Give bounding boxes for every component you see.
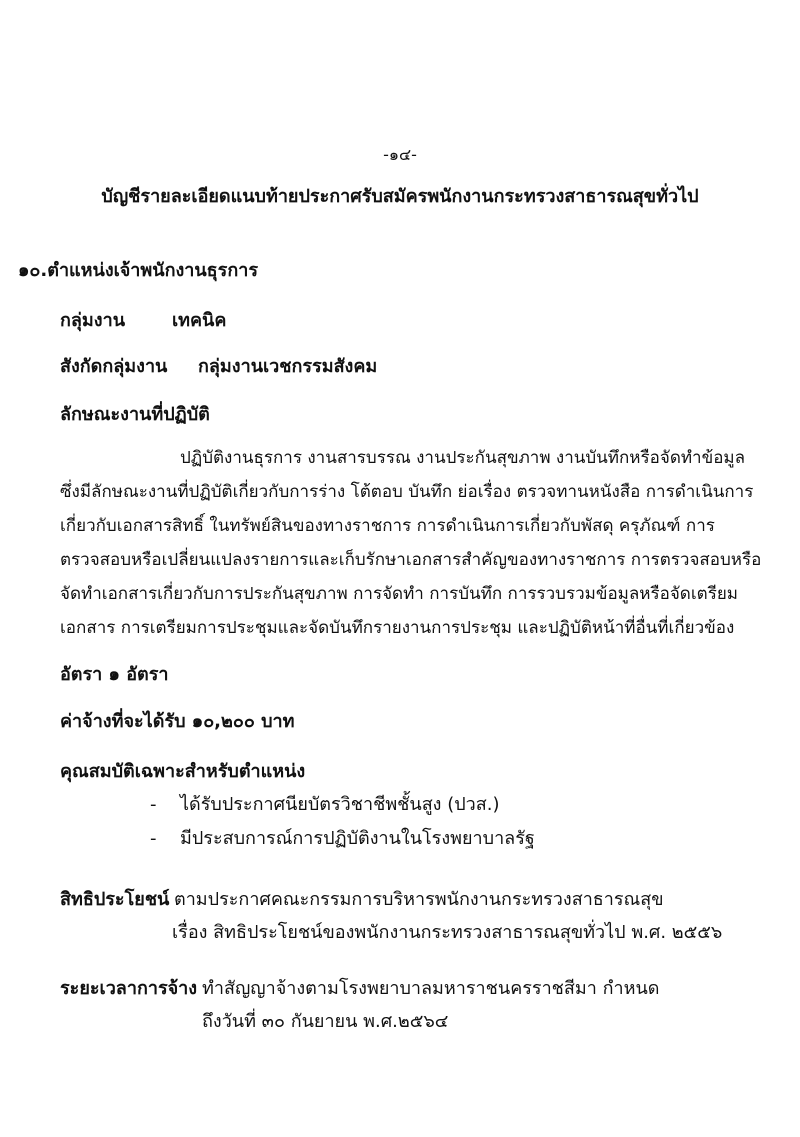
qualification-item: ได้รับประกาศนียบัตรวิชาชีพชั้นสูง (ปวส.) [180,794,500,815]
page-number: -๑๔- [383,145,417,164]
benefits-label: สิทธิประโยชน์ [60,889,170,910]
duties-paragraph [60,441,800,645]
duties-label: ลักษณะงานที่ปฏิบัติ [60,404,210,425]
qualification-item: มีประสบการณ์การปฏิบัติงานในโรงพยาบาลรัฐ [180,828,535,849]
work-group-label: กลุ่มงาน [60,310,125,331]
document-title: บัญชีรายละเอียดแนบท้ายประกาศรับสมัครพนักงานกระทรวงสาธารณสุขทั่วไป [101,186,699,207]
affiliation-value: กลุ่มงานเวชกรรมสังคม [198,356,378,377]
salary-text: ค่าจ้างที่จะได้รับ ๑๐,๒๐๐ บาท [60,711,295,732]
benefits-text: เรื่อง สิทธิประโยชน์ของพนักงานกระทรวงสาธารณสุขทั่วไป พ.ศ. ๒๕๕๖ [172,922,723,943]
position-heading: ๑๐.ตำแหน่งเจ้าพนักงานธุรการ [18,260,259,281]
duties-line: จัดทำเอกสารเกี่ยวกับการประกันสุขภาพ การจัดทำ การบันทึก การรวบรวมข้อมูลหรือจัดเตรียม [60,584,738,604]
qualifications-label: คุณสมบัติเฉพาะสำหรับตำแหน่ง [60,761,306,782]
employment-term-label: ระยะเวลาการจ้าง [60,978,198,999]
bullet-dash: - [150,828,157,849]
rate-text: อัตรา ๑ อัตรา [60,664,169,685]
employment-term-text: ทำสัญญาจ้างตามโรงพยาบาลมหาราชนครราชสีมา กำหนด [202,978,660,999]
duties-line: ปฏิบัติงานธุรการ งานสารบรรณ งานประกันสุขภาพ งานบันทึกหรือจัดทำข้อมูล [180,448,746,468]
benefits-text: ตามประกาศคณะกรรมการบริหารพนักงานกระทรวงสาธารณสุข [174,889,664,910]
duties-line: ซึ่งมีลักษณะงานที่ปฏิบัติเกี่ยวกับการร่าง โต้ตอบ บันทึก ย่อเรื่อง ตรวจทานหนังสือ การดำเนินการ [60,482,754,502]
employment-term-text: ถึงวันที่ ๓๐ กันยายน พ.ศ.๒๕๖๔ [202,1011,449,1032]
affiliation-label: สังกัดกลุ่มงาน [60,356,168,377]
bullet-dash: - [150,794,157,815]
duties-line: เอกสาร การเตรียมการประชุมและจัดบันทึกรายงานการประชุม และปฏิบัติหน้าที่อื่นที่เกี่ยวข้อง [60,618,735,638]
work-group-value: เทคนิค [172,310,227,331]
duties-line: เกี่ยวกับเอกสารสิทธิ์ ในทรัพย์สินของทางราชการ การดำเนินการเกี่ยวกับพัสดุ ครุภัณฑ์ การ [60,516,715,536]
duties-line: ตรวจสอบหรือเปลี่ยนแปลงรายการและเก็บรักษาเอกสารสำคัญของทางราชการ การตรวจสอบหรือ [60,550,762,570]
